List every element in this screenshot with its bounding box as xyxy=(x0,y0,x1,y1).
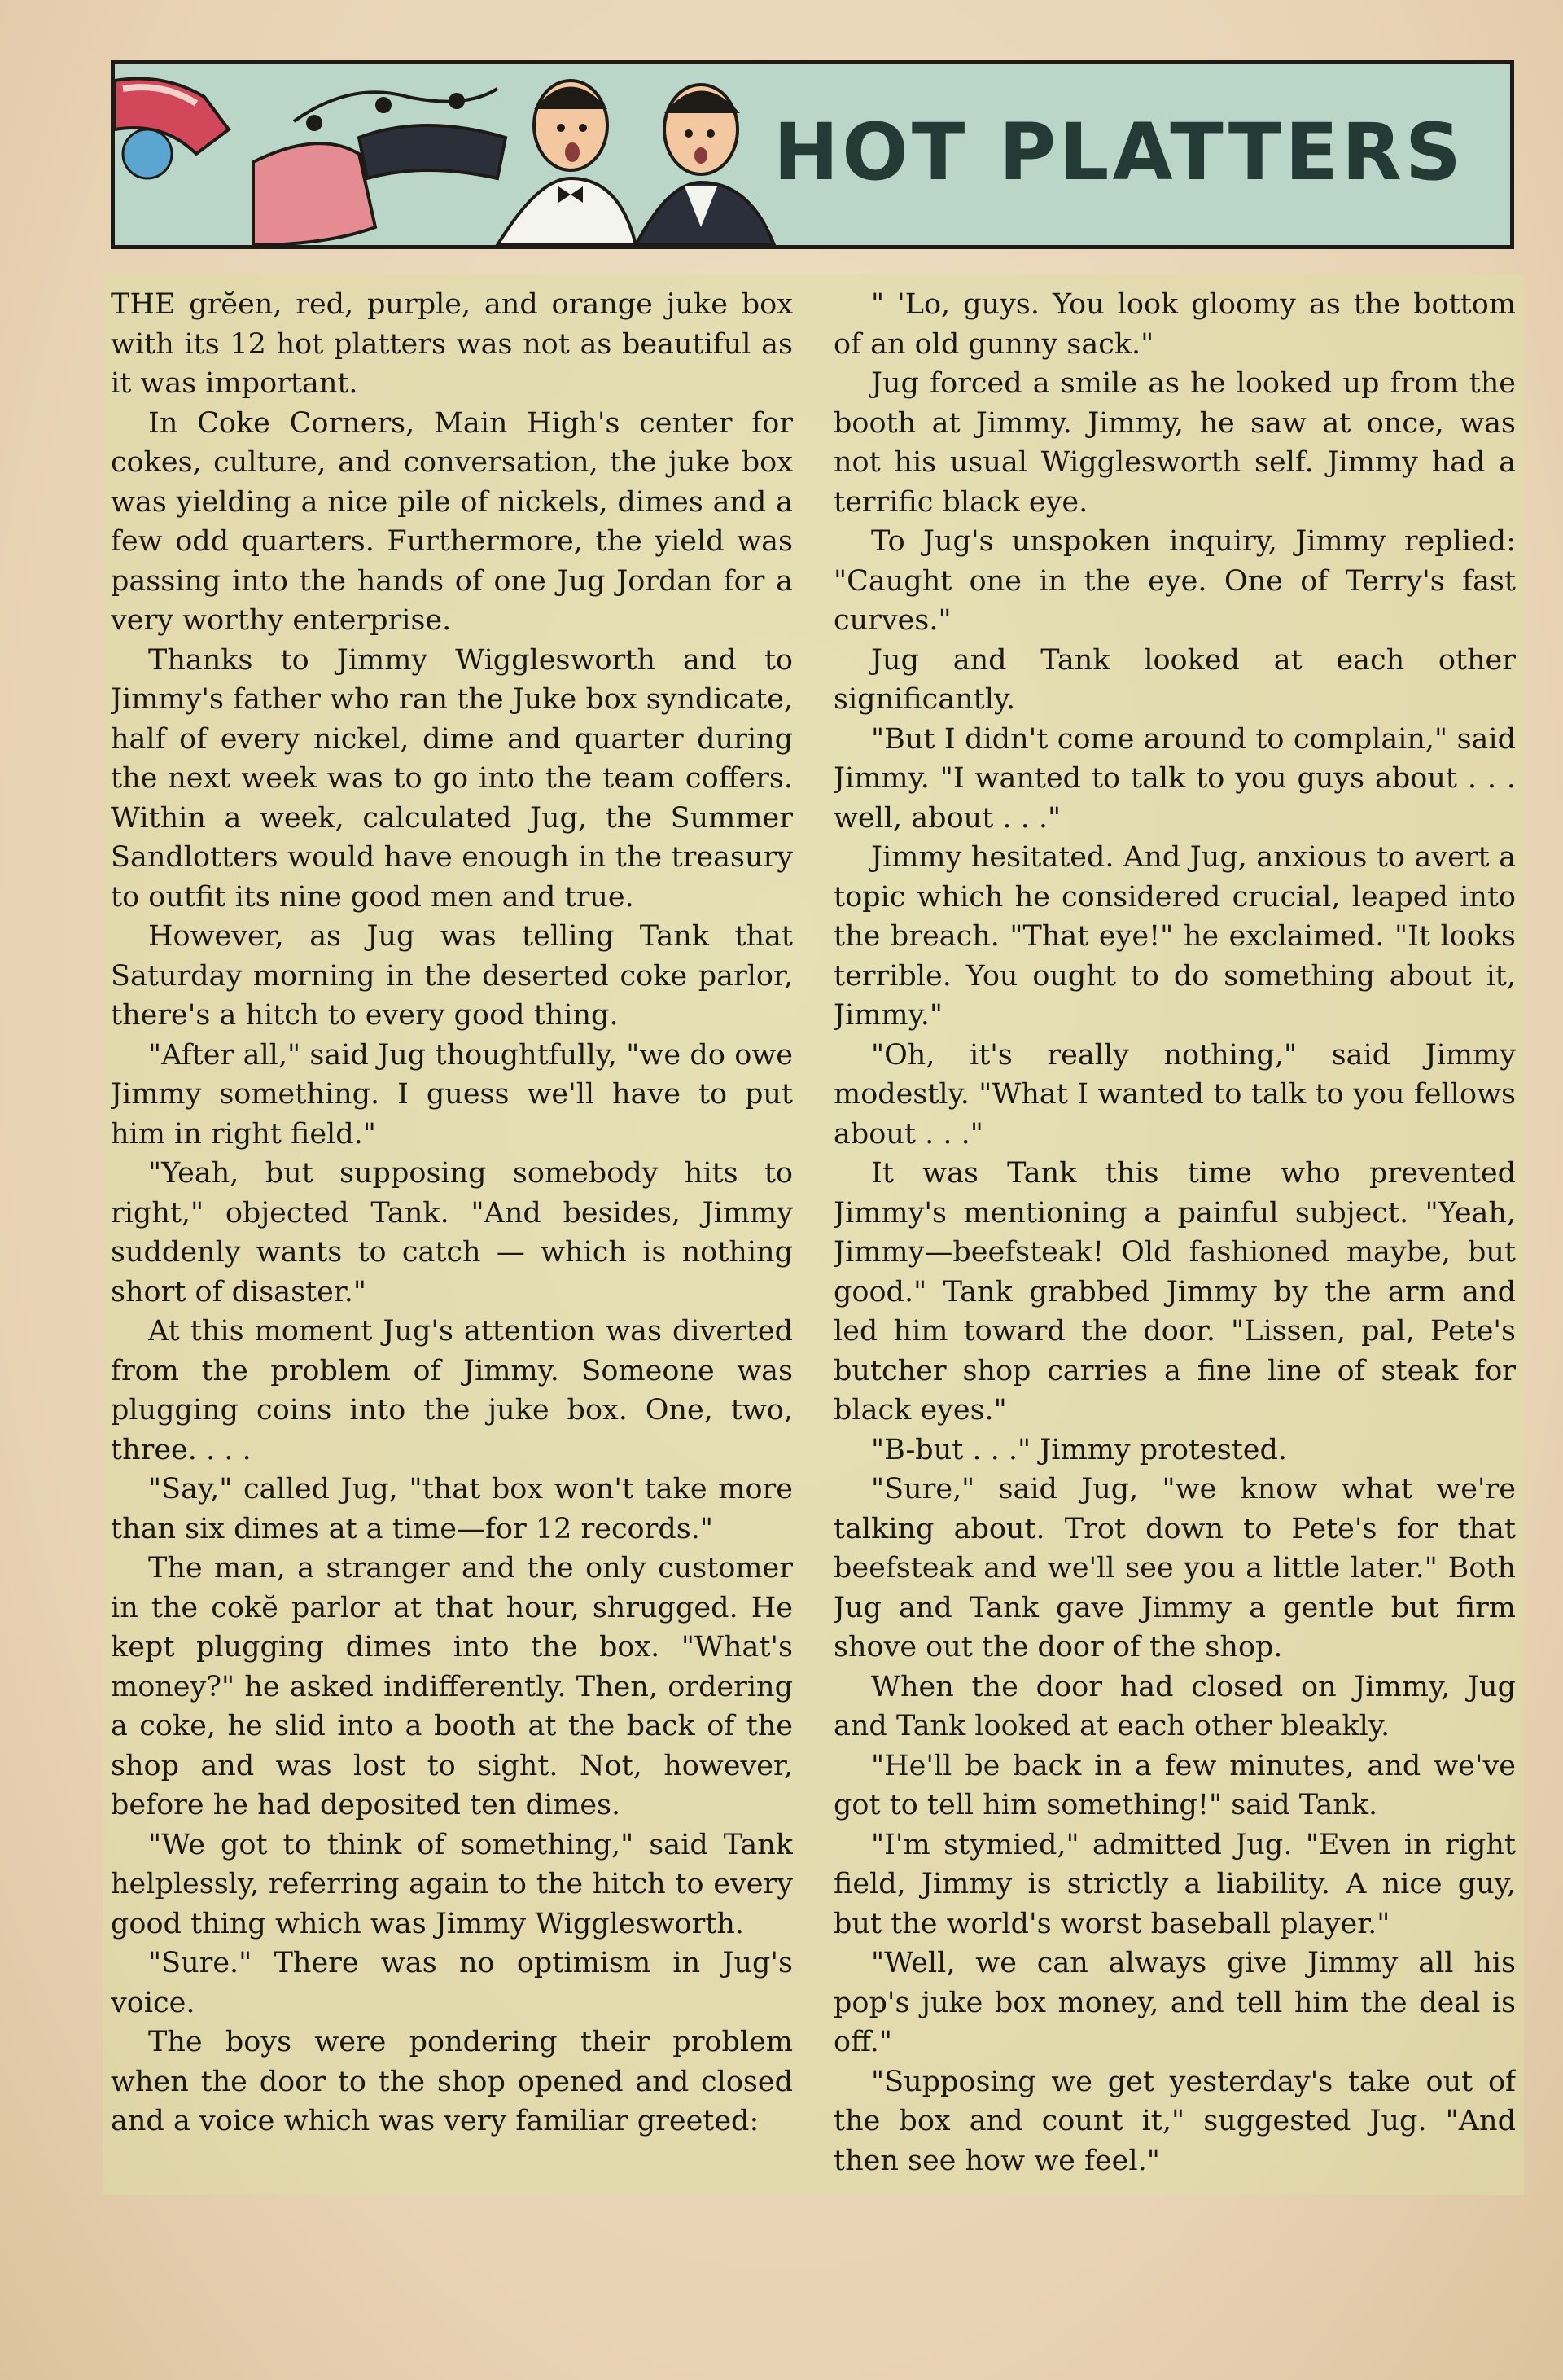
paragraph: "I'm stymied," admitted Jug. "Even in right field, Jimmy is strictly a liability. A nice guy, but the world's worst baseball player." xyxy=(834,1828,1516,1940)
article-column-right xyxy=(834,285,1516,2190)
paragraph: It was Tank this time who prevented Jimmy's mentioning a painful subject. "Yeah, Jimmy—beefsteak! Old fashioned maybe, but good." Tank grabbed Jimmy by the arm and led him toward the door. "Lissen, pal, Pete's butcher shop carries a fine line of steak for black eyes." xyxy=(834,1157,1516,1427)
paragraph: "Say," called Jug, "that box won't take more than six dimes at a time—for 12 records." xyxy=(111,1473,793,1545)
paragraph: The man, a stranger and the only customer in the cokĕ parlor at that hour, shrugged. He kept plugging dimes into the box. "What's money?" he asked indifferently. Then, ordering a coke, he slid into a booth at the back of the shop and was lost to sight. Not, however, before he had deposited ten dimes. xyxy=(111,1552,793,1821)
paragraph: When the door had closed on Jimmy, Jug and Tank looked at each other bleakly. xyxy=(834,1670,1516,1742)
paragraph: Jimmy hesitated. And Jug, anxious to avert a topic which he considered crucial, leaped into the breach. "That eye!" he exclaimed. "It looks terrible. You ought to do something about it, Jimmy." xyxy=(834,841,1516,1032)
paragraph: "Yeah, but supposing somebody hits to right," objected Tank. "And besides, Jimmy suddenly wants to catch — which is nothing short of disaster." xyxy=(111,1157,793,1308)
paragraph: At this moment Jug's attention was diverted from the problem of Jimmy. Someone was plugging coins into the juke box. One, two, three. . . . xyxy=(111,1315,793,1466)
paragraph: "He'll be back in a few minutes, and we've got to tell him something!" said Tank. xyxy=(834,1749,1516,1821)
paragraph: "Supposing we get yesterday's take out of the box and count it," suggested Jug. "And then see how we feel." xyxy=(834,2065,1516,2177)
paragraph: "Sure," said Jug, "we know what we're talking about. Trot down to Pete's for that beefsteak and we'll see you a little later." Both Jug and Tank gave Jimmy a gentle but firm shove out the door of the shop. xyxy=(834,1473,1516,1663)
paragraph: "B-but . . ." Jimmy protested. xyxy=(871,1433,1288,1466)
paragraph: "After all," said Jug thoughtfully, "we do owe Jimmy something. I guess we'll have to put him in right field." xyxy=(111,1038,793,1151)
paragraph: The boys were pondering their problem when the door to the shop opened and closed and a voice which was very familiar greeted: xyxy=(111,2026,793,2137)
header-banner xyxy=(111,60,1514,249)
page-title: HOT PLATTERS xyxy=(773,107,1464,198)
paragraph: THE grĕen, red, purple, and orange juke box with its 12 hot platters was not as beautiful as it was important. xyxy=(111,288,793,400)
paragraph: Thanks to Jimmy Wigglesworth and to Jimmy's father who ran the Juke box syndicate, half of every nickel, dime and quarter during the next week was to go into the team coffers. Within a week, calculated Jug, the Summer Sandlotters would have enough in the treasury to outfit its nine good men and true. xyxy=(111,643,793,914)
paragraph: "Well, we can always give Jimmy all his pop's juke box money, and tell him the deal is off." xyxy=(834,1947,1516,2058)
paragraph: " 'Lo, guys. You look gloomy as the bottom of an old gunny sack." xyxy=(834,288,1516,361)
paragraph: To Jug's unspoken inquiry, Jimmy replied: "Caught one in the eye. One of Terry's fast curves." xyxy=(834,525,1516,637)
paragraph: Jug forced a smile as he looked up from the booth at Jimmy. Jimmy, he saw at once, was not his usual Wigglesworth self. Jimmy had a terrific black eye. xyxy=(834,367,1516,519)
paragraph: "Sure." There was no optimism in Jug's voice. xyxy=(111,1947,793,2019)
article-column-left xyxy=(111,285,793,2190)
article-body xyxy=(111,285,1516,2190)
paragraph: "Oh, it's really nothing," said Jimmy modestly. "What I wanted to talk to you fellows about . . ." xyxy=(834,1038,1516,1151)
paragraph: "But I didn't come around to complain," said Jimmy. "I wanted to talk to you guys about . . . well, about . . ." xyxy=(834,722,1516,835)
paragraph: Jug and Tank looked at each other significantly. xyxy=(834,643,1516,716)
paragraph: "We got to think of something," said Tank helplessly, referring again to the hitch to every good thing which was Jimmy Wigglesworth. xyxy=(111,1828,793,1940)
paragraph: In Coke Corners, Main High's center for cokes, culture, and conversation, the juke box was yielding a nice pile of nickels, dimes and a few odd quarters. Furthermore, the yield was passing into the hands of one Jug Jordan for a very worthy enterprise. xyxy=(111,406,793,637)
paragraph: However, as Jug was telling Tank that Saturday morning in the deserted coke parlor, there's a hitch to every good thing. xyxy=(111,920,793,1032)
